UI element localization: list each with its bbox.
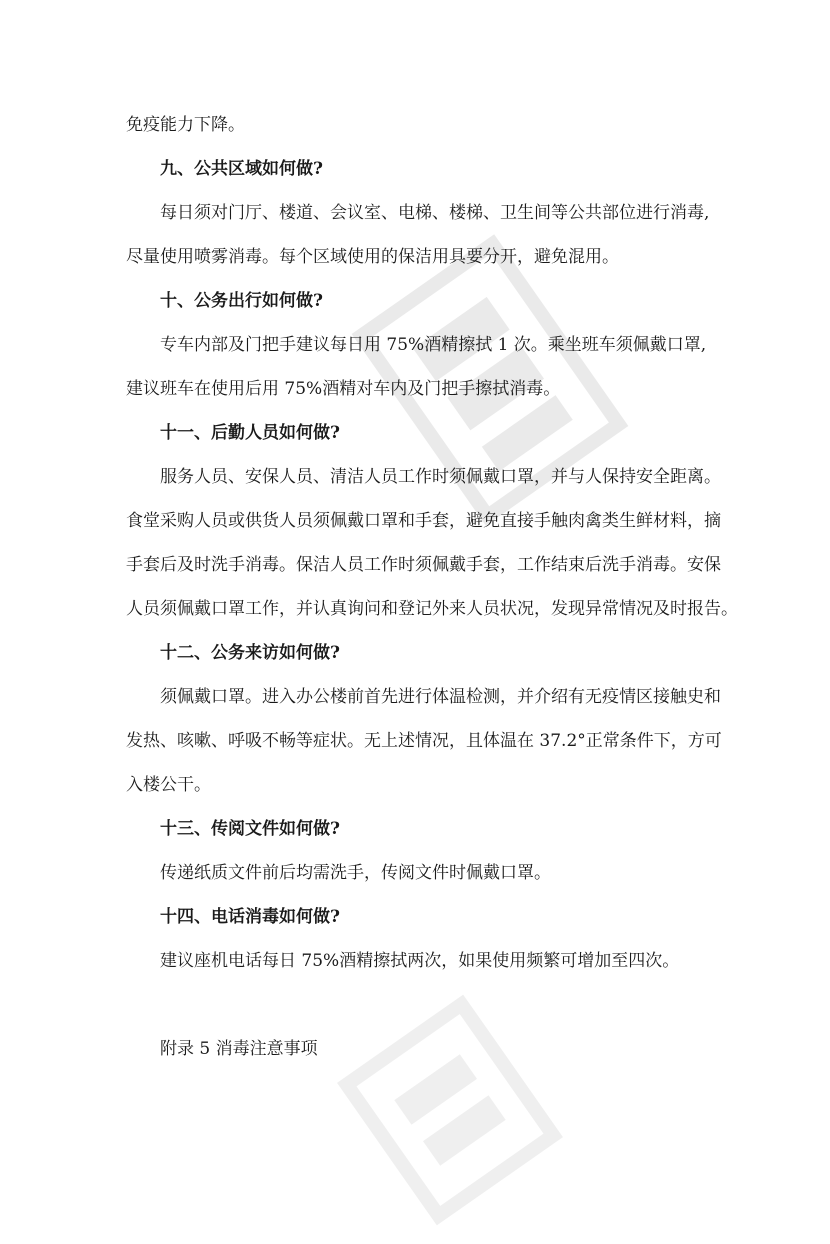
- body-text-line: 须佩戴口罩。进入办公楼前首先进行体温检测，并介绍有无疫情区接触史和: [160, 687, 721, 707]
- appendix-title: 附录 5 消毒注意事项: [160, 1039, 318, 1059]
- section-heading-logistics-staff: 十一、后勤人员如何做?: [160, 423, 340, 443]
- body-text-line: 每日须对门厅、楼道、会议室、电梯、楼梯、卫生间等公共部位进行消毒,: [160, 203, 710, 223]
- body-text-line: 免疫能力下降。: [126, 115, 245, 135]
- watermark-logo-icon: [319, 976, 581, 1243]
- body-text-line: 专车内部及门把手建议每日用 75%酒精擦拭 1 次。乘坐班车须佩戴口罩,: [160, 335, 707, 355]
- body-text-line: 发热、咳嗽、呼吸不畅等症状。无上述情况，且体温在 37.2°正常条件下，方可: [126, 731, 722, 751]
- section-heading-official-travel: 十、公务出行如何做?: [160, 291, 323, 311]
- body-text-line: 服务人员、安保人员、清洁人员工作时须佩戴口罩，并与人保持安全距离。: [160, 467, 721, 487]
- body-text-line: 手套后及时洗手消毒。保洁人员工作时须佩戴手套，工作结束后洗手消毒。安保: [126, 555, 721, 575]
- section-heading-official-visits: 十二、公务来访如何做?: [160, 643, 340, 663]
- body-text-line: 食堂采购人员或供货人员须佩戴口罩和手套，避免直接手触肉禽类生鲜材料，摘: [126, 511, 721, 531]
- body-text-line: 建议座机电话每日 75%酒精擦拭两次，如果使用频繁可增加至四次。: [160, 951, 680, 971]
- section-heading-public-areas: 九、公共区域如何做?: [160, 159, 323, 179]
- body-text-line: 建议班车在使用后用 75%酒精对车内及门把手擦拭消毒。: [126, 379, 561, 399]
- section-heading-phone-disinfection: 十四、电话消毒如何做?: [160, 907, 340, 927]
- section-heading-document-circulation: 十三、传阅文件如何做?: [160, 819, 340, 839]
- body-text-line: 传递纸质文件前后均需洗手，传阅文件时佩戴口罩。: [160, 863, 551, 883]
- body-text-line: 人员须佩戴口罩工作，并认真询问和登记外来人员状况，发现异常情况及时报告。: [126, 599, 738, 619]
- body-text-line: 入楼公干。: [126, 775, 211, 795]
- body-text-line: 尽量使用喷雾消毒。每个区域使用的保洁用具要分开，避免混用。: [126, 247, 619, 267]
